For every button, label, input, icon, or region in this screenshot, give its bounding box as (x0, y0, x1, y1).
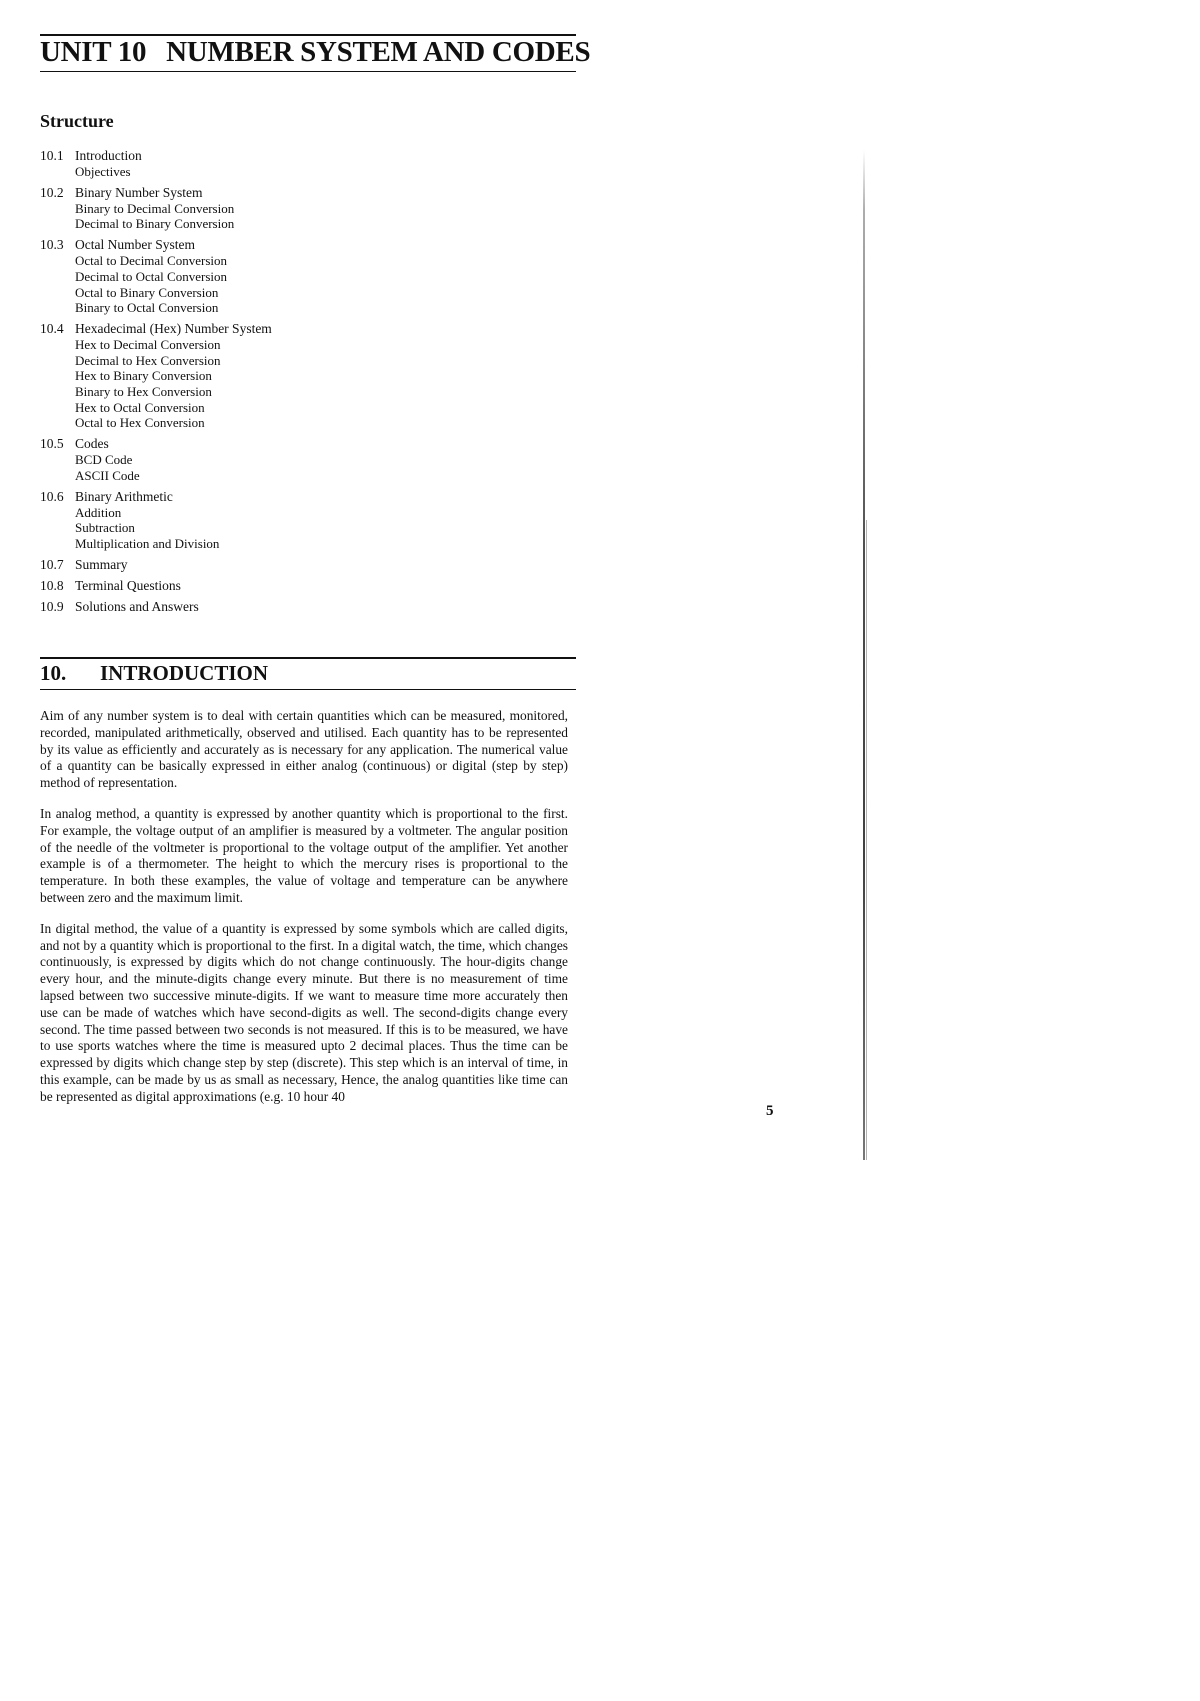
toc-entry-line (40, 599, 560, 615)
toc-title: Octal Number System (75, 237, 195, 253)
title-bottom-rule (40, 71, 576, 72)
toc-subitem: Octal to Hex Conversion (75, 415, 205, 431)
toc-entry-line (40, 489, 560, 505)
section-heading (40, 661, 268, 686)
toc-title: Codes (75, 436, 109, 452)
toc-subitem: Decimal to Hex Conversion (75, 352, 221, 368)
unit-label: UNIT 10 (40, 36, 147, 68)
toc-subitem: Hex to Decimal Conversion (75, 336, 221, 352)
paragraph: Aim of any number system is to deal with certain quantities which can be measured, monitored, recorded, manipulated arithmetically, observed and utilised. Each quantity has to be represented by its value as efficiently and accurately as is necessary for any application. The numerical value of a quantity can be basically expressed in either analog (continuous) or digital (step by step) method of representation. (40, 708, 568, 791)
section-body (40, 708, 568, 1120)
toc-number: 10.7 (40, 556, 64, 572)
paragraph: In digital method, the value of a quantity is expressed by some symbols which are called digits, and not by a quantity which is proportional to the first. In a digital watch, the time, which changes continuously, is expressed by digits which do not change continuously. The hour-digits change every hour, and the minute-digits change every minute. But there is no measurement of time lapsed between two successive minute-digits. If we want to measure time more accurately then use can be made of watches which have second-digits as well. The second-digits change every second. The time passed between two seconds is not measured. If this is to be measured, we have to use sports watches where the time is measured upto 2 decimal places. Thus the time can be expressed by digits which change step by step (discrete). This step which is an interval of time, in this example, can be made by us as small as necessary, Hence, the analog quantities like time can be represented as digital approximations (e.g. 10 hour 40 (40, 920, 568, 1104)
toc-subitem: Hex to Binary Conversion (75, 368, 212, 384)
unit-title (40, 36, 590, 69)
section-title: INTRODUCTION (100, 661, 269, 685)
toc-entry-line (40, 557, 560, 573)
toc-entry-line (40, 321, 560, 337)
toc-subitem: Binary to Hex Conversion (75, 384, 212, 400)
section-bottom-rule (40, 689, 576, 690)
toc-entry (40, 578, 560, 594)
toc-title: Binary Number System (75, 184, 203, 200)
toc-number: 10.4 (40, 320, 64, 336)
toc-title: Terminal Questions (75, 577, 181, 593)
toc-subitem: Decimal to Binary Conversion (75, 216, 235, 232)
scan-edge-line-secondary (866, 520, 867, 1160)
structure-heading: Structure (40, 111, 114, 131)
toc-number: 10.3 (40, 237, 64, 253)
toc-subitem: Decimal to Octal Conversion (75, 268, 227, 284)
toc-entry (40, 599, 560, 615)
paragraph: In analog method, a quantity is expressed by another quantity which is proportional to the first. For example, the voltage output of an amplifier is measured by a voltmeter. The angular position of the needle of the voltmeter is proportional to the voltage output of the amplifier. Yet another example is of a thermometer. The height to which the mercury rises is proportional to the temperature. In both these examples, the value of voltage and temperature can be anywhere between zero and the maximum limit. (40, 805, 568, 905)
toc-subitem: Octal to Decimal Conversion (75, 253, 227, 269)
toc-entry (40, 237, 560, 316)
toc-entry (40, 436, 560, 483)
toc-subitem: Addition (75, 504, 122, 520)
toc-subitem: Binary to Decimal Conversion (75, 200, 235, 216)
unit-title-text: NUMBER SYSTEM AND CODES (166, 36, 591, 68)
toc-entry (40, 148, 560, 180)
toc-number: 10.5 (40, 436, 64, 452)
toc-entry-line (40, 148, 560, 164)
section-number: 10. (40, 661, 67, 685)
toc-number: 10.8 (40, 577, 64, 593)
toc-number: 10.9 (40, 598, 64, 614)
toc-entry (40, 489, 560, 552)
toc-entry-line (40, 185, 560, 201)
toc-subitem: Binary to Octal Conversion (75, 300, 219, 316)
toc-entry-line (40, 436, 560, 452)
section-top-rule (40, 657, 576, 659)
toc-title: Binary Arithmetic (75, 488, 173, 504)
toc-entry-line (40, 237, 560, 253)
toc-title: Summary (75, 556, 128, 572)
toc-subitem: Subtraction (75, 520, 135, 536)
toc-subitem: BCD Code (75, 452, 133, 468)
toc-number: 10.6 (40, 488, 64, 504)
toc-number: 10.2 (40, 184, 64, 200)
toc-subitem: Multiplication and Division (75, 535, 220, 551)
table-of-contents (40, 148, 560, 620)
toc-subitem: ASCII Code (75, 467, 140, 483)
page-number: 5 (766, 1103, 774, 1119)
toc-entry (40, 185, 560, 232)
toc-title: Hexadecimal (Hex) Number System (75, 320, 272, 336)
toc-subitem: Octal to Binary Conversion (75, 284, 219, 300)
toc-title: Solutions and Answers (75, 598, 199, 614)
toc-subitem: Hex to Octal Conversion (75, 399, 205, 415)
toc-entry (40, 321, 560, 431)
toc-entry-line (40, 578, 560, 594)
toc-entry (40, 557, 560, 573)
toc-subitem: Objectives (75, 164, 131, 179)
toc-title: Introduction (75, 148, 142, 163)
scan-edge-line (863, 150, 865, 1160)
toc-number: 10.1 (40, 148, 64, 163)
